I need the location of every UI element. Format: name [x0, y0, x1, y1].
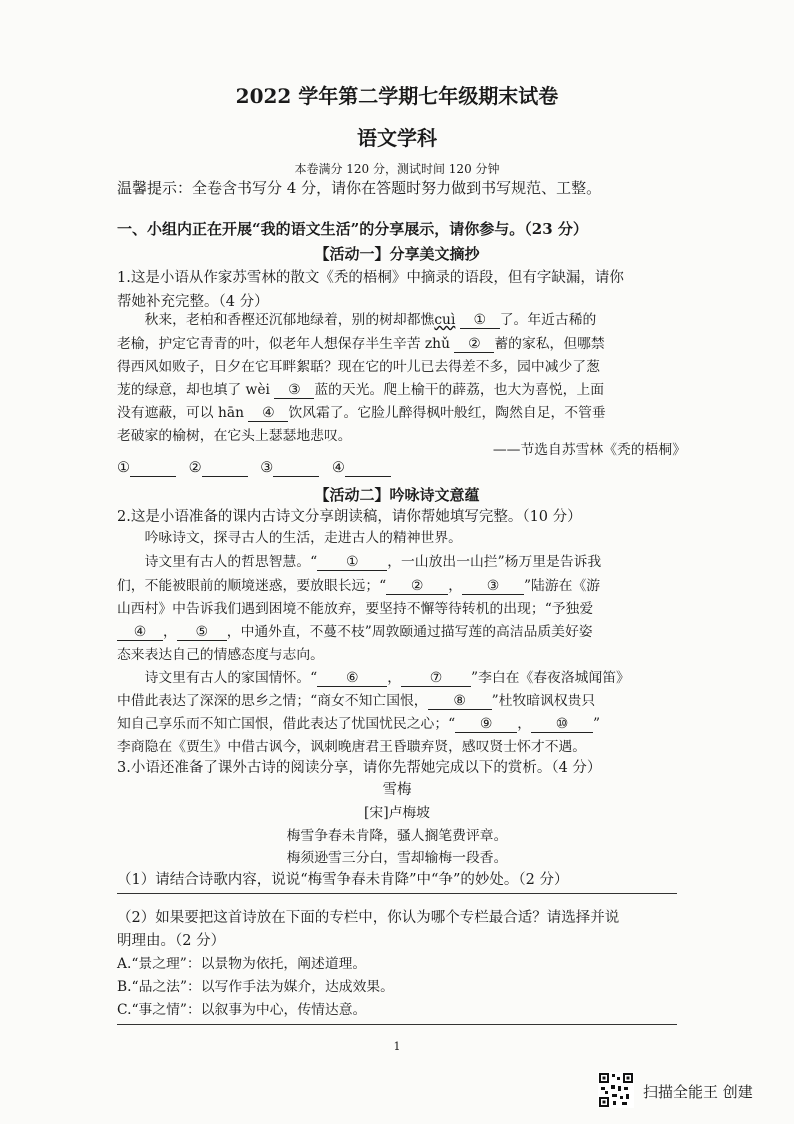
q2-blank-7[interactable]: ⑦	[401, 670, 471, 687]
passage-blank-3[interactable]: ③	[274, 382, 314, 399]
q2-blank-5[interactable]: ⑤	[177, 624, 227, 641]
q2-line: 李商隐在《贾生》中借古讽今，讽刺晚唐君王昏聩弃贤，感叹贤士怀才不遇。	[117, 739, 587, 755]
q3-sub2-line2: 明理由。（2 分）	[117, 933, 226, 949]
q2-line: 吟咏诗文，探寻古人的生活，走进古人的精神世界。	[117, 530, 462, 546]
q2-blank-3[interactable]: ③	[462, 578, 524, 595]
poem-title: 雪梅	[382, 782, 412, 798]
option-b: B.“品之法”：以写作手法为媒介，达成效果。	[117, 979, 394, 995]
exam-subject: 语文学科	[357, 126, 437, 150]
passage-line: 秋来，老柏和香樫还沉郁地绿着，别的树却都憔cuì ① 了。年近古稀的	[117, 312, 597, 328]
q2-blank-6[interactable]: ⑥	[317, 670, 387, 687]
activity-one-heading: 【活动一】分享美文摘抄	[314, 245, 480, 263]
passage-line: 没有遮蔽，可以 hān ④ 饮风霜了。它脸儿醉得枫叶般红，陶然自足，不管垂	[117, 405, 606, 421]
exam-title: 2022 学年第二学期七年级期末试卷	[235, 84, 559, 108]
option-a: A.“景之理”：以景物为依托，阐述道理。	[117, 956, 367, 972]
passage-line: 茏的绿意，却也填了 wèi ③ 蓝的天光。爬上榆干的薜荔，也大为喜悦，上面	[117, 382, 605, 398]
q2-blank-2[interactable]: ②	[386, 578, 448, 595]
q2-blank-9[interactable]: ⑨	[455, 716, 517, 733]
answer-blank-2[interactable]	[202, 460, 248, 477]
reminder: 温馨提示：全卷含书写分 4 分，请你在答题时努力做到书写规范、工整。	[117, 179, 602, 197]
poem-line: 梅须逊雪三分白，雪却输梅一段香。	[286, 850, 508, 866]
activity-two-heading: 【活动二】吟咏诗文意蕴	[314, 486, 480, 504]
answer-blank-1[interactable]	[130, 460, 176, 477]
q2-line: 们，不能被眼前的顺境迷惑，要放眼长远；“ ② ， ③ ”陆游在《游	[117, 578, 601, 594]
q2-line: 诗文里有古人的家国情怀。“ ⑥ ， ⑦ ”李白在《春夜洛城闻笛》	[117, 670, 630, 686]
poem-author: [宋]卢梅坡	[364, 805, 430, 821]
q2-line: 诗文里有古人的哲思智慧。“ ① ，一山放出一山拦”杨万里是告诉我	[117, 554, 602, 570]
q3-stem: 3.小语还准备了课外古诗的阅读分享，请你先帮她完成以下的赏析。（4 分）	[117, 760, 602, 776]
q2-blank-4[interactable]: ④	[117, 624, 163, 641]
q3-sub2-line1: （2）如果要把这首诗放在下面的专栏中，你认为哪个专栏最合适？请选择并说	[117, 910, 620, 926]
section-heading: 一、小组内正在开展“我的语文生活”的分享展示，请你参与。（23 分）	[117, 220, 588, 238]
passage-line: 得西风如败子，日夕在它耳畔絮聒？现在它的叶儿已去得差不多，园中减少了葱	[117, 359, 600, 375]
q2-line: 山西村》中告诉我们遇到困境不能放弃，要坚持不懈等待转机的出现；“予独爱	[117, 601, 594, 617]
q2-line: ④ ， ⑤ ，中通外直，不蔓不枝”周敦颐通过描写莲的高洁品质美好姿	[117, 620, 593, 641]
option-c: C.“事之情”：以叙事为中心，传情达意。	[117, 1002, 367, 1018]
passage-line: 老榆，护定它青青的叶，似老年人想保存半生辛苦 zhǔ ② 蓄的家私，但哪禁	[117, 336, 605, 352]
watermark-text: 扫描全能王 创建	[643, 1083, 753, 1101]
q1-stem-line1: 1.这是小语从作家苏雪林的散文《秃的梧桐》中摘录的语段，但有字缺漏，请你	[117, 270, 624, 286]
answer-line[interactable]	[117, 893, 677, 894]
passage-blank-1[interactable]: ①	[460, 312, 500, 329]
q3-sub1: （1）请结合诗歌内容，说说“梅雪争春未肯降”中“争”的妙处。（2 分）	[117, 872, 569, 888]
passage-blank-2[interactable]: ②	[454, 336, 494, 353]
q2-line: 态来表达自己的情感态度与志向。	[117, 647, 324, 663]
answer-line[interactable]	[117, 1024, 677, 1025]
page-number: 1	[393, 1040, 401, 1053]
passage-line: 老破家的榆树，在它头上瑟瑟地悲叹。	[117, 428, 352, 444]
poem-line: 梅雪争春未肯降，骚人搁笔费评章。	[286, 828, 508, 844]
passage-source: ——节选自苏雪林《秃的梧桐》	[492, 442, 686, 458]
q2-blank-1[interactable]: ①	[317, 554, 387, 571]
answer-blank-3[interactable]	[273, 460, 319, 477]
q2-line: 中借此表达了深深的思乡之情；“商女不知亡国恨， ⑧ ”杜牧暗讽权贵只	[117, 693, 596, 709]
q2-stem: 2.这是小语准备的课内古诗文分享朗读稿，请你帮她填写完整。（10 分）	[117, 509, 582, 525]
q2-blank-10[interactable]: ⑩	[531, 716, 593, 733]
passage-blank-4[interactable]: ④	[248, 405, 288, 422]
q1-answer-row: ① ② ③ ④	[117, 460, 391, 477]
q2-blank-8[interactable]: ⑧	[428, 693, 492, 710]
answer-blank-4[interactable]	[345, 460, 391, 477]
q1-stem-line2: 帮她补充完整。（4 分）	[117, 294, 269, 310]
qr-code-icon	[598, 1072, 634, 1108]
score-note: 本卷满分 120 分，测试时间 120 分钟	[294, 162, 500, 176]
q2-line: 知自己享乐而不知亡国恨，借此表达了忧国忧民之心；“ ⑨ ， ⑩ ”	[117, 716, 601, 732]
